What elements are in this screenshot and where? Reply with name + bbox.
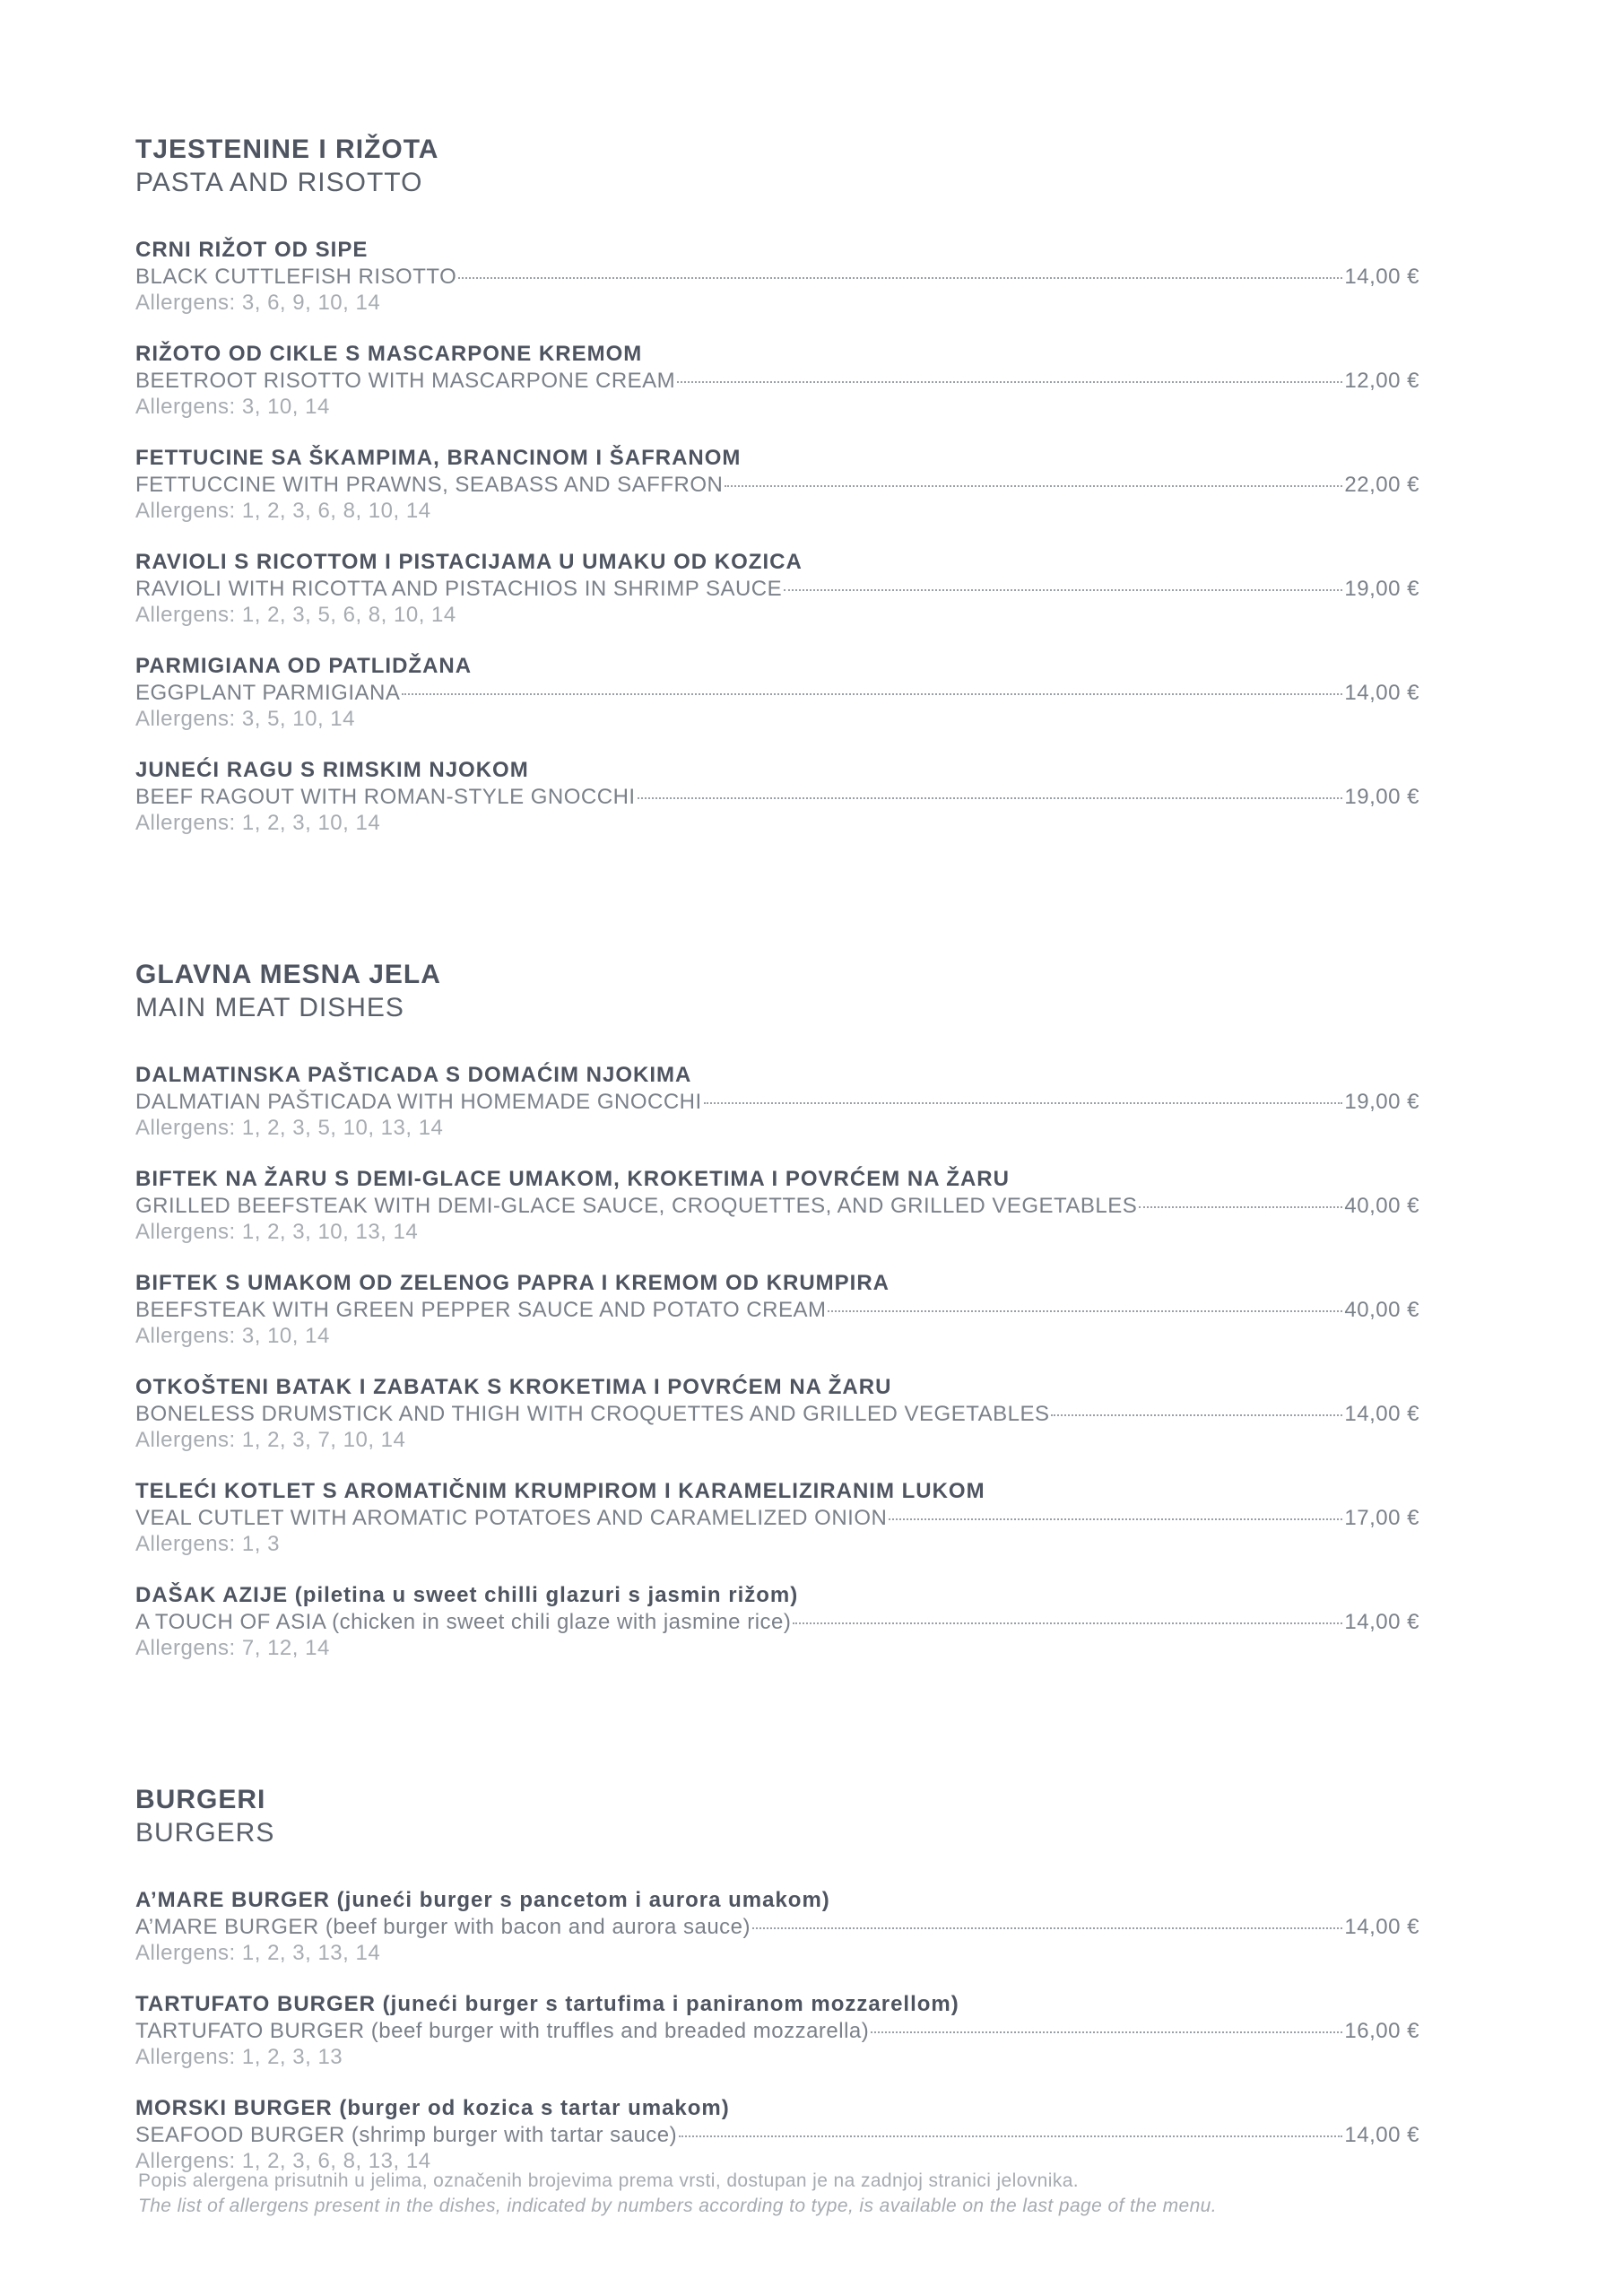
dish-name-hr: CRNI RIŽOT OD SIPE <box>135 238 369 262</box>
dish-line <box>135 784 1419 810</box>
dish-allergens: Allergens: 7, 12, 14 <box>135 1636 330 1660</box>
dish-name-en: VEAL CUTLET WITH AROMATIC POTATOES AND CARAMELIZED ONION <box>135 1506 888 1530</box>
dot-leader <box>752 1927 1342 1929</box>
dish-name-hr: BIFTEK S UMAKOM OD ZELENOG PAPRA I KREMOM OD KRUMPIRA <box>135 1271 890 1295</box>
dot-leader <box>784 589 1342 591</box>
dish-name-hr: OTKOŠTENI BATAK I ZABATAK S KROKETIMA I POVRĆEM NA ŽARU <box>135 1375 892 1399</box>
menu-items <box>135 1062 1419 1661</box>
menu-item <box>135 549 1419 628</box>
dish-allergens: Allergens: 3, 5, 10, 14 <box>135 707 355 731</box>
section-burgers <box>135 1783 1419 2174</box>
dish-line <box>135 1914 1419 1940</box>
dish-line <box>135 368 1419 394</box>
footnote-en: The list of allergens present in the dishes, indicated by numbers according to type, is available on the last page of the menu. <box>138 2196 1217 2216</box>
menu-item <box>135 237 1419 316</box>
menu-item <box>135 1478 1419 1557</box>
dish-name-hr: DALMATINSKA PAŠTICADA S DOMAĆIM NJOKIMA <box>135 1063 692 1087</box>
menu-item <box>135 1270 1419 1349</box>
dish-line <box>135 2122 1419 2148</box>
dish-allergens: Allergens: 1, 2, 3, 6, 8, 13, 14 <box>135 2149 431 2173</box>
dish-name-en: SEAFOOD BURGER (shrimp burger with tartar sauce) <box>135 2123 678 2147</box>
dot-leader <box>793 1622 1342 1624</box>
menu-page <box>135 133 1419 2199</box>
dish-price: 14,00 € <box>1344 1402 1419 1426</box>
dot-leader <box>828 1310 1342 1312</box>
dot-leader <box>725 485 1342 487</box>
dish-allergens: Allergens: 3, 10, 14 <box>135 395 330 419</box>
dish-price: 14,00 € <box>1344 2123 1419 2147</box>
menu-item <box>135 1991 1419 2070</box>
dish-name-en: BEEFSTEAK WITH GREEN PEPPER SAUCE AND POTATO CREAM <box>135 1298 827 1322</box>
dish-price: 19,00 € <box>1344 1090 1419 1114</box>
dot-leader <box>679 2135 1342 2137</box>
dot-leader <box>1139 1206 1342 1208</box>
dish-name-hr: PARMIGIANA OD PATLIDŽANA <box>135 654 473 678</box>
section-title-hr: BURGERI <box>135 1785 266 1814</box>
dish-price: 14,00 € <box>1344 1915 1419 1939</box>
dish-allergens: Allergens: 1, 2, 3, 13, 14 <box>135 1941 381 1965</box>
dish-price: 12,00 € <box>1344 369 1419 393</box>
menu-item <box>135 1582 1419 1661</box>
dot-leader <box>638 797 1343 799</box>
dish-price: 14,00 € <box>1344 265 1419 289</box>
section-spacer <box>135 1686 1419 1783</box>
dish-line <box>135 680 1419 706</box>
dot-leader <box>677 381 1342 383</box>
dish-price: 19,00 € <box>1344 785 1419 809</box>
menu-item <box>135 1374 1419 1453</box>
dish-name-en: DALMATIAN PAŠTICADA WITH HOMEMADE GNOCCHI <box>135 1090 702 1114</box>
dish-price: 40,00 € <box>1344 1194 1419 1218</box>
dish-name-hr: BIFTEK NA ŽARU S DEMI-GLACE UMAKOM, KROKETIMA I POVRĆEM NA ŽARU <box>135 1167 1010 1191</box>
dot-leader <box>871 2031 1342 2033</box>
menu-item <box>135 1166 1419 1245</box>
dish-name-en: RAVIOLI WITH RICOTTA AND PISTACHIOS IN SHRIMP SAUCE <box>135 577 783 601</box>
menu-items <box>135 237 1419 836</box>
menu-item <box>135 1062 1419 1141</box>
menu-item <box>135 445 1419 524</box>
menu-item <box>135 653 1419 732</box>
dish-allergens: Allergens: 1, 2, 3, 5, 10, 13, 14 <box>135 1116 444 1140</box>
section-pasta-risotto <box>135 133 1419 836</box>
dish-price: 14,00 € <box>1344 681 1419 705</box>
section-title-hr: GLAVNA MESNA JELA <box>135 960 441 989</box>
dish-allergens: Allergens: 3, 6, 9, 10, 14 <box>135 291 381 315</box>
dish-name-en: GRILLED BEEFSTEAK WITH DEMI-GLACE SAUCE, CROQUETTES, AND GRILLED VEGETABLES <box>135 1194 1138 1218</box>
dish-name-en: BONELESS DRUMSTICK AND THIGH WITH CROQUETTES AND GRILLED VEGETABLES <box>135 1402 1050 1426</box>
dish-allergens: Allergens: 1, 2, 3, 6, 8, 10, 14 <box>135 499 431 523</box>
dish-name-hr: MORSKI BURGER (burger od kozica s tartar umakom) <box>135 2096 730 2120</box>
dish-allergens: Allergens: 1, 2, 3, 10, 13, 14 <box>135 1220 419 1244</box>
dish-name-en: A’MARE BURGER (beef burger with bacon and aurora sauce) <box>135 1915 751 1939</box>
dish-name-hr: A’MARE BURGER (juneći burger s pancetom i aurora umakom) <box>135 1888 830 1912</box>
dish-name-en: BLACK CUTTLEFISH RISOTTO <box>135 265 457 289</box>
section-main-meat <box>135 958 1419 1661</box>
dish-name-hr: RIŽOTO OD CIKLE S MASCARPONE KREMOM <box>135 342 643 366</box>
dish-line <box>135 1505 1419 1531</box>
dish-name-hr: RAVIOLI S RICOTTOM I PISTACIJAMA U UMAKU OD KOZICA <box>135 550 803 574</box>
dish-name-en: BEEF RAGOUT WITH ROMAN-STYLE GNOCCHI <box>135 785 636 809</box>
dish-name-en: BEETROOT RISOTTO WITH MASCARPONE CREAM <box>135 369 676 393</box>
dish-name-en: A TOUCH OF ASIA (chicken in sweet chili glaze with jasmine rice) <box>135 1610 792 1634</box>
dot-leader <box>458 277 1342 279</box>
dish-name-en: FETTUCCINE WITH PRAWNS, SEABASS AND SAFFRON <box>135 473 724 497</box>
dish-price: 19,00 € <box>1344 577 1419 601</box>
dish-price: 40,00 € <box>1344 1298 1419 1322</box>
section-title-en: BURGERS <box>135 1818 275 1848</box>
menu-item <box>135 2095 1419 2174</box>
dot-leader <box>402 693 1342 695</box>
dish-allergens: Allergens: 1, 2, 3, 7, 10, 14 <box>135 1428 406 1452</box>
menu-item <box>135 757 1419 836</box>
section-title-en: PASTA AND RISOTTO <box>135 168 423 197</box>
dish-line <box>135 576 1419 602</box>
dish-name-hr: TELEĆI KOTLET S AROMATIČNIM KRUMPIROM I KARAMELIZIRANIM LUKOM <box>135 1479 985 1503</box>
menu-item <box>135 1887 1419 1966</box>
dish-name-hr: DAŠAK AZIJE (piletina u sweet chilli glazuri s jasmin rižom) <box>135 1583 799 1607</box>
dish-line <box>135 1297 1419 1323</box>
dish-line <box>135 264 1419 290</box>
dish-line <box>135 2018 1419 2044</box>
dish-allergens: Allergens: 3, 10, 14 <box>135 1324 330 1348</box>
dish-line <box>135 1609 1419 1635</box>
dish-line <box>135 1089 1419 1115</box>
dish-allergens: Allergens: 1, 2, 3, 10, 14 <box>135 811 381 835</box>
dish-allergens: Allergens: 1, 2, 3, 5, 6, 8, 10, 14 <box>135 603 456 627</box>
dish-name-hr: FETTUCINE SA ŠKAMPIMA, BRANCINOM I ŠAFRANOM <box>135 446 742 470</box>
dish-price: 16,00 € <box>1344 2019 1419 2043</box>
dish-name-hr: JUNEĆI RAGU S RIMSKIM NJOKOM <box>135 758 529 782</box>
dish-line <box>135 472 1419 498</box>
dish-name-en: EGGPLANT PARMIGIANA <box>135 681 401 705</box>
dish-name-hr: TARTUFATO BURGER (juneći burger s tartufima i paniranom mozzarellom) <box>135 1992 959 2016</box>
dish-price: 17,00 € <box>1344 1506 1419 1530</box>
dot-leader <box>1051 1414 1342 1416</box>
dish-line <box>135 1193 1419 1219</box>
dish-allergens: Allergens: 1, 3 <box>135 1532 280 1556</box>
allergen-footnote <box>138 2169 1447 2219</box>
dish-allergens: Allergens: 1, 2, 3, 13 <box>135 2045 343 2069</box>
dish-price: 22,00 € <box>1344 473 1419 497</box>
dish-price: 14,00 € <box>1344 1610 1419 1634</box>
menu-items <box>135 1887 1419 2174</box>
footnote-hr: Popis alergena prisutnih u jelima, označenih brojevima prema vrsti, dostupan je na zadnjoj stranici jelovnika. <box>138 2170 1080 2191</box>
section-title-hr: TJESTENINE I RIŽOTA <box>135 135 439 164</box>
dish-line <box>135 1401 1419 1427</box>
dish-name-en: TARTUFATO BURGER (beef burger with truffles and breaded mozzarella) <box>135 2019 870 2043</box>
section-title-en: MAIN MEAT DISHES <box>135 993 404 1022</box>
dot-leader <box>704 1102 1343 1104</box>
section-spacer <box>135 861 1419 958</box>
dot-leader <box>889 1518 1342 1520</box>
menu-item <box>135 341 1419 420</box>
